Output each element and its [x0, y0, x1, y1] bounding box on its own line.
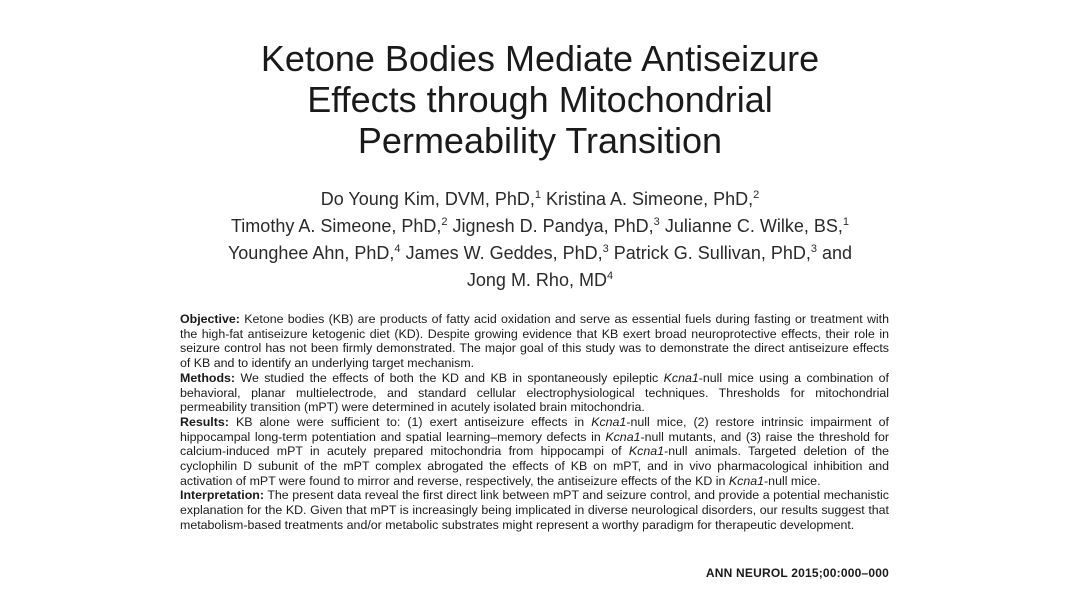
- abstract-results: [180, 415, 889, 489]
- author-name: Jong M. Rho, MD: [466, 270, 607, 290]
- author-line: [180, 186, 900, 213]
- section-label: Interpretation:: [180, 488, 264, 503]
- author-name: James W. Geddes, PhD,: [405, 243, 603, 263]
- gene-name: Kcna1: [605, 429, 641, 444]
- gene-name: Kcna1: [628, 444, 665, 459]
- paper-title: [170, 38, 910, 161]
- affiliation-mark: 3: [810, 243, 817, 255]
- section-text: -null mice.: [764, 473, 821, 488]
- gene-name: Kcna1: [663, 370, 699, 385]
- gene-name: Kcna1: [728, 473, 765, 488]
- abstract: [180, 312, 889, 533]
- author-name: Younghee Ahn, PhD,: [227, 243, 395, 263]
- title-line: Ketone Bodies Mediate Antiseizure: [260, 38, 820, 79]
- author-conjunction: and: [822, 243, 853, 263]
- abstract-objective: [180, 312, 889, 371]
- section-label: Methods:: [180, 370, 236, 385]
- affiliation-mark: 3: [653, 216, 660, 228]
- section-text: -null animals. Targeted deletion of the cyclophilin D subunit of the mPT complex abrogated the effects of KB on mPT, and in vivo pharmacological inhibition and activation of mPT were found to mirror and reverse, respectively, the antiseizure effects of the KD in: [180, 444, 889, 488]
- author-name: Do Young Kim, DVM, PhD,: [320, 189, 535, 209]
- affiliation-mark: 2: [441, 216, 448, 228]
- title-line: Permeability Transition: [357, 120, 723, 161]
- section-text: -null mice, (2) restore intrinsic impairment of hippocampal long-term potentiation and spatial learning–memory defects in: [180, 414, 889, 444]
- journal-citation: ANN NEUROL 2015;00:000–000: [705, 566, 889, 580]
- author-line: [180, 213, 900, 240]
- affiliation-mark: 2: [753, 189, 760, 201]
- author-list: [180, 186, 900, 294]
- section-label: Objective:: [180, 312, 240, 326]
- author-name: Timothy A. Simeone, PhD,: [230, 216, 442, 236]
- author-name: Patrick G. Sullivan, PhD,: [613, 243, 811, 263]
- section-text: -null mutants, and (3) raise the threshold for calcium-induced mPT in acutely prepared mitochondria from hippocampi of: [180, 429, 889, 459]
- author-line: [180, 267, 900, 294]
- affiliation-mark: 4: [606, 270, 614, 282]
- title-line: Effects through Mitochondrial: [307, 79, 773, 120]
- affiliation-mark: 1: [534, 189, 541, 201]
- section-text: -null mice using a combination of behavioral, planar multielectrode, and standard cellular electrophysiological techniques. Thresholds for mitochondrial permeability transition (mPT) were determined in acutely isolated brain mitochondria.: [180, 370, 889, 415]
- affiliation-mark: 3: [602, 243, 609, 255]
- affiliation-mark: 1: [842, 216, 850, 228]
- gene-name: Kcna1: [591, 414, 627, 429]
- section-label: Results:: [180, 414, 229, 429]
- abstract-interpretation: [180, 488, 889, 532]
- section-text: We studied the effects of both the KD and KB in spontaneously epileptic: [240, 370, 659, 385]
- section-text: The present data reveal the first direct link between mPT and seizure control, and provide a potential mechanistic explanation for the KD. Given that mPT is increasingly being implicated in diverse neurological disorders, our results suggest that metabolism-based treatments and/or metabolic substrates might represent a worthy paradigm for therapeutic development.: [180, 488, 889, 532]
- author-name: Jignesh D. Pandya, PhD,: [452, 216, 654, 236]
- section-text: KB alone were sufficient to: (1) exert antiseizure effects in: [235, 414, 585, 429]
- author-name: Julianne C. Wilke, BS,: [664, 216, 843, 236]
- author-line: [180, 240, 900, 267]
- affiliation-mark: 4: [394, 243, 401, 255]
- abstract-methods: [180, 371, 889, 415]
- section-text: Ketone bodies (KB) are products of fatty acid oxidation and serve as essential fuels during fasting or treatment with the high-fat antiseizure ketogenic diet (KD). Despite growing evidence that KB exert broad neuroprotective effects, their role in seizure control has not been firmly demonstrated. The major goal of this study was to demonstrate the direct antiseizure effects of KB and to identify an underlying target mechanism.: [180, 312, 889, 371]
- author-name: Kristina A. Simeone, PhD,: [546, 189, 754, 209]
